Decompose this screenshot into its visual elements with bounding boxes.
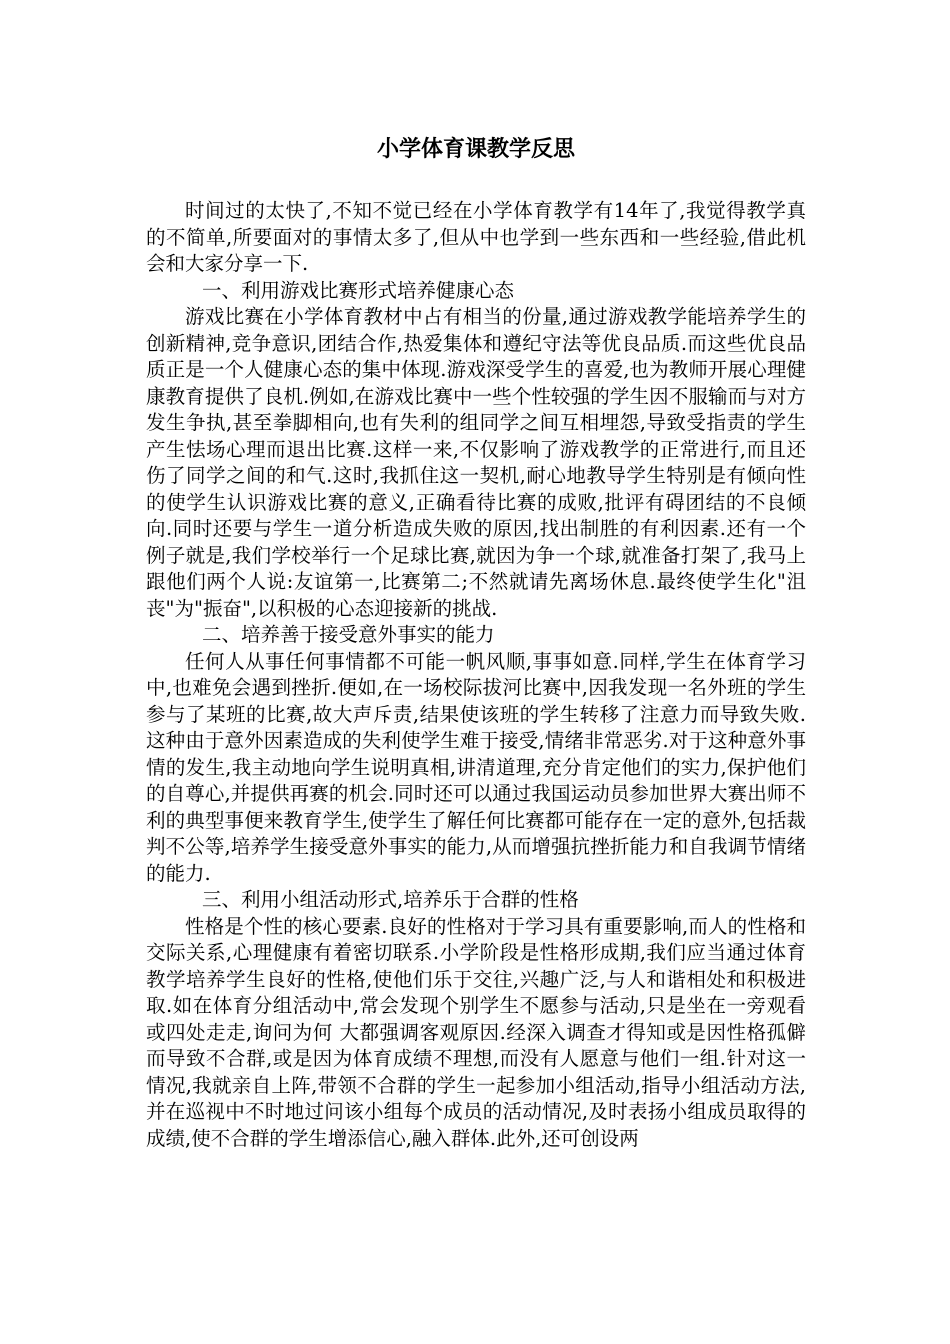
section-heading-1: 一、利用游戏比赛形式培养健康心态 [202, 278, 515, 302]
section-heading-3: 三、利用小组活动形式,培养乐于合群的性格 [202, 888, 579, 911]
document-body [146, 198, 806, 1152]
document-title: 小学体育课教学反思 [376, 137, 575, 162]
paragraph-intro: 时间过的太快了,不知不觉已经在小学体育教学有14年了,我觉得教学真的不简单,所要面对的事情太多了,但从中也学到一些东西和一些经验,借此机会和大家分享一下. [146, 199, 806, 275]
paragraph-section-1: 游戏比赛在小学体育教材中占有相当的份量,通过游戏教学能培养学生的创新精神,竞争意识,团结合作,热爱集体和遵纪守法等优良品质.而这些优良品质正是一个人健康心态的集中体现.游戏深受学生的喜爱,也为教师开展心理健康教育提供了良机.例如,在游戏比赛中一些个性较强的学生因不服输而与对方发生争执,甚至拳脚相向,也有失利的组同学之间互相埋怨,导致受指责的学生产生怯场心理而退出比赛.这样一来,不仅影响了游戏教学的正常进行,而且还伤了同学之间的和气.这时,我抓住这一契机,耐心地教导学生特别是有倾向性的使学生认识游戏比赛的意义,正确看待比赛的成败,批评有碍团结的不良倾向.同时还要与学生一道分析造成失败的原因,找出制胜的有利因素.还有一个例子就是,我们学校举行一个足球比赛,就因为争一个球,就准备打架了,我马上跟他们两个人说:友谊第一,比赛第二;不然就请先离场休息.最终使学生化"沮丧"为"振奋",以积极的心态迎接新的挑战. [146, 305, 806, 620]
section-heading-2: 二、培养善于接受意外事实的能力 [202, 623, 495, 646]
paragraph-section-3: 性格是个性的核心要素.良好的性格对于学习具有重要影响,而人的性格和交际关系,心理健康有着密切联系.小学阶段是性格形成期,我们应当通过体育教学培养学生良好的性格,使他们乐于交往,兴趣广泛,与人和谐相处和积极进取.如在体育分组活动中,常会发现个别学生不愿参与活动,只是坐在一旁观看或四处走走,询问为何 大都强调客观原因.经深入调查才得知或是因性格孤僻而导致不合群,或是因为体育成绩不理想,而没有人愿意与他们一组.针对这一情况,我就亲自上阵,带领不合群的学生一起参加小组活动,指导小组活动方法,并在巡视中不时地过问该小组每个成员的活动情况,及时表扬小组成员取得的成绩,使不合群的学生增添信心,融入群体.此外,还可创设两 [146, 914, 806, 1150]
paragraph-section-2: 任何人从事任何事情都不可能一帆风顺,事事如意.同样,学生在体育学习中,也难免会遇到挫折.便如,在一场校际拔河比赛中,因我发现一名外班的学生参与了某班的比赛,故大声斥责,结果使该班的学生转移了注意力而导致失败.这种由于意外因素造成的失利使学生难于接受,情绪非常恶劣.对于这种意外事情的发生,我主动地向学生说明真相,讲清道理,充分肯定他们的实力,保护他们的自尊心,并提供再赛的机会.同时还可以通过我国运动员参加世界大赛出师不利的典型事便来教育学生,使学生了解任何比赛都可能存在一定的意外,包括裁判不公等,培养学生接受意外事实的能力,从而增强抗挫折能力和自我调节情绪的能力. [146, 649, 806, 885]
